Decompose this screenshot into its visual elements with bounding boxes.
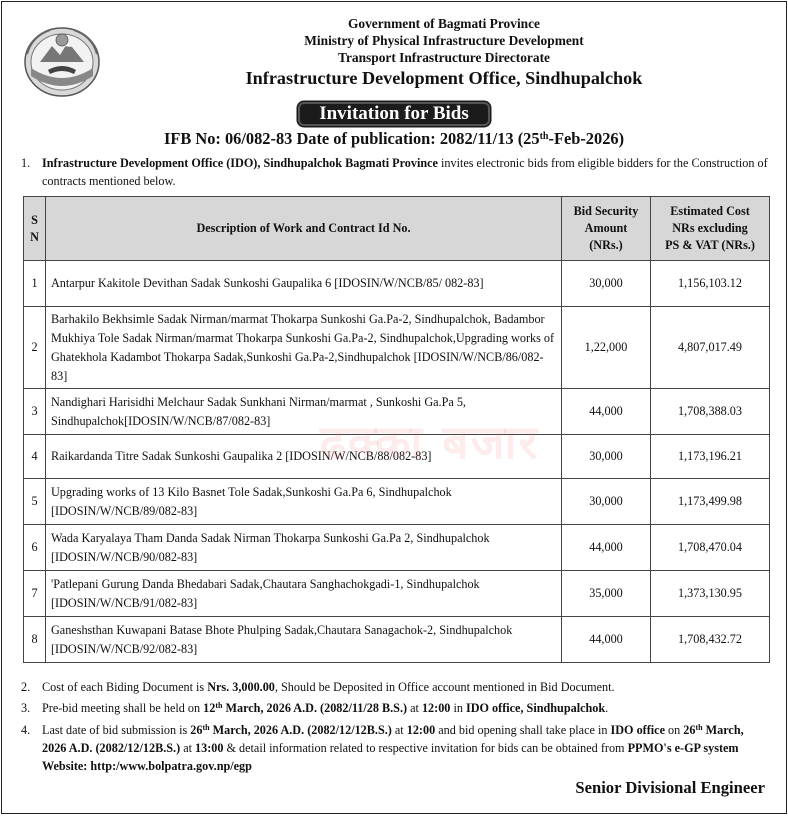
row-estimated-cost: 1,708,388.03 bbox=[651, 389, 770, 435]
table-row bbox=[24, 571, 770, 617]
clause-3-text: Pre-bid meeting shall be held on bbox=[42, 701, 204, 715]
row-description: Raikardanda Titre Sadak Sunkoshi Gaupalika 2 [IDOSIN/W/NCB/88/082-83] bbox=[46, 435, 562, 479]
row-description: Nandighari Harisidhi Melchaur Sadak Sunkhani Nirman/marmat , Sunkoshi Ga.Pa 5, Sindhupalchok[IDOSIN/W/NCB/87/082-83] bbox=[46, 389, 562, 435]
clause-number: 3. bbox=[21, 701, 31, 715]
table-row bbox=[24, 525, 770, 571]
government-name: Government of Bagmati Province bbox=[347, 16, 541, 31]
row-estimated-cost: 1,708,432.72 bbox=[651, 617, 770, 663]
row-sn: 3 bbox=[24, 389, 46, 435]
opening-venue: IDO office bbox=[610, 723, 665, 737]
clause-number: 2. bbox=[21, 680, 31, 694]
table-header-row bbox=[24, 197, 770, 261]
header-estimated-cost: Estimated Cost NRs excluding PS & VAT (NRs.) bbox=[651, 197, 770, 261]
row-bid-security: 44,000 bbox=[562, 389, 651, 435]
row-sn: 6 bbox=[24, 525, 46, 571]
opening-date: 26th March, 2026 A.D. (2082/12/12B.S.) bbox=[42, 723, 744, 755]
clause-1-office: Infrastructure Development Office (IDO), Sindhupalchok Bagmati Province bbox=[42, 156, 438, 170]
row-estimated-cost: 1,156,103.12 bbox=[651, 261, 770, 307]
row-sn: 2 bbox=[24, 307, 46, 389]
header-bid-security: Bid Security Amount (NRs.) bbox=[562, 197, 651, 261]
clause-2-text: Cost of each Biding Document is bbox=[42, 680, 208, 694]
clause-4: 4. Last date of bid submission is 26th March, 2026 A.D. (2082/12/12B.S.) at 12:00 and bid opening shall take place in IDO office on 26th March, 2026 A.D. (2082/12/12B.S.) at 13:00 & detail information related to respective invitation for bids can be obtained from PPMO's e-GP system Website: http:/www.bolpatra.gov.np/egp bbox=[21, 723, 744, 773]
header-sn: S N bbox=[24, 197, 46, 261]
directorate-name: Transport Infrastructure Directorate bbox=[338, 50, 550, 65]
row-estimated-cost: 1,373,130.95 bbox=[651, 571, 770, 617]
letterhead bbox=[112, 15, 776, 89]
clause-4-text: Last date of bid submission is bbox=[42, 723, 191, 737]
row-bid-security: 44,000 bbox=[562, 617, 651, 663]
table-row bbox=[24, 617, 770, 663]
ifb-line bbox=[2, 129, 786, 149]
ifb-tail: -Feb-2026) bbox=[548, 129, 625, 148]
row-sn: 8 bbox=[24, 617, 46, 663]
document-cost: Nrs. 3,000.00 bbox=[207, 680, 275, 694]
government-emblem-icon bbox=[22, 24, 102, 98]
ifb-date-suffix: th bbox=[539, 131, 549, 142]
row-estimated-cost: 1,173,196.21 bbox=[651, 435, 770, 479]
table-row bbox=[24, 261, 770, 307]
row-sn: 7 bbox=[24, 571, 46, 617]
row-sn: 5 bbox=[24, 479, 46, 525]
opening-time: 13:00 bbox=[195, 741, 224, 755]
table-row bbox=[24, 479, 770, 525]
row-bid-security: 30,000 bbox=[562, 479, 651, 525]
row-bid-security: 30,000 bbox=[562, 261, 651, 307]
row-sn: 1 bbox=[24, 261, 46, 307]
row-description: Upgrading works of 13 Kilo Basnet Tole Sadak,Sunkoshi Ga.Pa 6, Sindhupalchok [IDOSIN/W/NCB/89/082-83] bbox=[46, 479, 562, 525]
row-description: Antarpur Kakitole Devithan Sadak Sunkoshi Gaupalika 6 [IDOSIN/W/NCB/85/ 082-83] bbox=[46, 261, 562, 307]
row-description: Ganeshsthan Kuwapani Batase Bhote Phulping Sadak,Chautara Sanagachok-2, Sindhupalchok [IDOSIN/W/NCB/92/082-83] bbox=[46, 617, 562, 663]
row-sn: 4 bbox=[24, 435, 46, 479]
clause-1 bbox=[21, 154, 768, 190]
row-estimated-cost: 1,708,470.04 bbox=[651, 525, 770, 571]
row-bid-security: 44,000 bbox=[562, 525, 651, 571]
table-row bbox=[24, 389, 770, 435]
row-description: Barhakilo Bekhsimle Sadak Nirman/marmat Thokarpa Sunkoshi Ga.Pa-2, Sindhupalchok, Badambor Mukhiya Tole Sadak Nirman/marmat Thokarpa Sunkoshi Ga.Pa-2, Sindhupalchok,Upgrading works of Ghatekhola Kadambot Thokarpa Sadak,Sunkoshi Ga.Pa-2,Sindhupalchok [IDOSIN/W/NCB/86/082-83] bbox=[46, 307, 562, 389]
office-name: Infrastructure Development Office, Sindhupalchok bbox=[245, 68, 643, 88]
ministry-name: Ministry of Physical Infrastructure Development bbox=[304, 33, 584, 48]
header-description: Description of Work and Contract Id No. bbox=[46, 197, 562, 261]
clause-1-text: invites electronic bids from eligible bidders for the Construction of contracts mentioned below. bbox=[42, 156, 768, 188]
submission-time: 12:00 bbox=[406, 723, 436, 737]
notice-banner: Invitation for Bids bbox=[298, 102, 490, 126]
row-description: 'Patlepani Gurung Danda Bhedabari Sadak,Chautara Sanghachokgadi-1, Sindhupalchok [IDOSIN/W/NCB/91/082-83] bbox=[46, 571, 562, 617]
signatory-title: Senior Divisional Engineer bbox=[575, 778, 765, 797]
row-description: Wada Karyalaya Tham Danda Sadak Nirman Thokarpa Sunkoshi Ga.Pa 2, Sindhupalchok [IDOSIN/W/NCB/90/082-83] bbox=[46, 525, 562, 571]
row-estimated-cost: 4,807,017.49 bbox=[651, 307, 770, 389]
row-bid-security: 30,000 bbox=[562, 435, 651, 479]
submission-date: 26th March, 2026 A.D. (2082/12/12B.S.) bbox=[190, 723, 392, 737]
prebid-time: 12:00 bbox=[421, 701, 451, 715]
egp-website: PPMO's e-GP system Website: http:/www.bolpatra.gov.np/egp bbox=[42, 741, 739, 773]
clause-3: 3. Pre-bid meeting shall be held on 12th March, 2026 A.D. (2082/11/28 B.S.) at 12:00 in IDO office, Sindhupalchok. bbox=[21, 701, 609, 715]
row-bid-security: 35,000 bbox=[562, 571, 651, 617]
clause-number: 1. bbox=[21, 156, 31, 170]
contracts-table bbox=[23, 196, 770, 663]
ifb-text: IFB No: 06/082-83 Date of publication: 2082/11/13 (25 bbox=[163, 129, 540, 148]
clause-number: 4. bbox=[21, 723, 31, 737]
clause-2 bbox=[21, 678, 768, 696]
table-row bbox=[24, 307, 770, 389]
prebid-date: 12th March, 2026 A.D. (2082/11/28 B.S.) bbox=[203, 701, 408, 715]
banner-container bbox=[2, 102, 786, 126]
clause-2-text-end: , Should be Deposited in Office account mentioned in Bid Document. bbox=[274, 680, 615, 694]
source-watermark: ढक्का बजार bbox=[320, 415, 540, 469]
table-row bbox=[24, 435, 770, 479]
row-bid-security: 1,22,000 bbox=[562, 307, 651, 389]
bid-notice bbox=[1, 1, 787, 814]
prebid-venue: IDO office, Sindhupalchok bbox=[465, 701, 606, 715]
row-estimated-cost: 1,173,499.98 bbox=[651, 479, 770, 525]
